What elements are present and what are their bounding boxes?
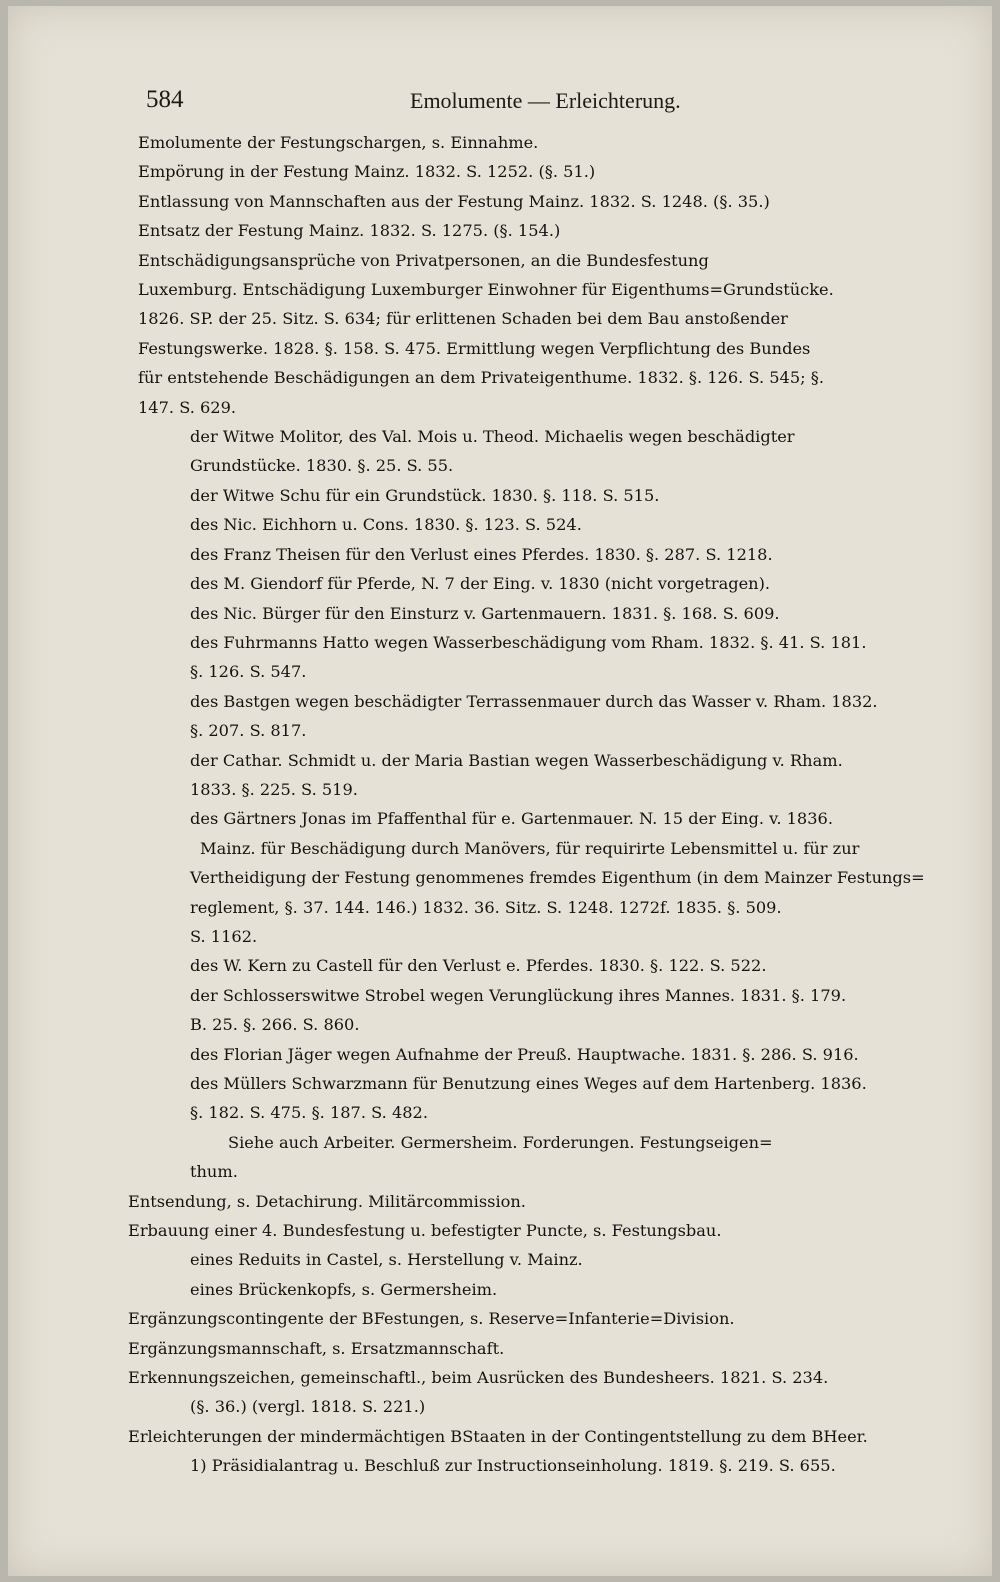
- index-line: der Witwe Molitor, des Val. Mois u. Theod. Michaelis wegen beschädigter: [190, 427, 795, 447]
- index-line: 1833. §. 225. S. 519.: [190, 779, 358, 799]
- index-line: B. 25. §. 266. S. 860.: [190, 1015, 360, 1035]
- index-line: eines Reduits in Castel, s. Herstellung v. Mainz.: [190, 1250, 583, 1270]
- index-line: für entstehende Beschädigungen an dem Privateigenthume. 1832. §. 126. S. 545; §.: [138, 368, 824, 388]
- running-title: Emolumente — Erleichterung.: [410, 88, 681, 113]
- index-line: (§. 36.) (vergl. 1818. S. 221.): [190, 1397, 426, 1417]
- index-line: des W. Kern zu Castell für den Verlust e. Pferdes. 1830. §. 122. S. 522.: [190, 956, 767, 976]
- index-line: Ergänzungscontingente der BFestungen, s. Reserve=Infanterie=Division.: [128, 1309, 735, 1329]
- index-line: §. 207. S. 817.: [190, 721, 307, 741]
- index-line: des Gärtners Jonas im Pfaffenthal für e. Gartenmauer. N. 15 der Eing. v. 1836.: [190, 809, 833, 829]
- see-also-line: Siehe auch Arbeiter. Germersheim. Forderungen. Festungseigen=: [228, 1132, 773, 1152]
- index-line: Empörung in der Festung Mainz. 1832. S. 1252. (§. 51.): [138, 162, 596, 182]
- index-line: der Schlosserswitwe Strobel wegen Verunglückung ihres Mannes. 1831. §. 179.: [190, 985, 847, 1005]
- index-line: Festungswerke. 1828. §. 158. S. 475. Ermittlung wegen Verpflichtung des Bundes: [138, 338, 811, 358]
- index-line: Mainz. für Beschädigung durch Manövers, für requirirte Lebensmittel u. für zur: [200, 838, 860, 858]
- see-also-line: thum.: [190, 1162, 238, 1182]
- index-line: der Cathar. Schmidt u. der Maria Bastian wegen Wasserbeschädigung v. Rham.: [190, 750, 843, 770]
- page-header: [146, 86, 706, 126]
- index-line: Emolumente der Festungschargen, s. Einnahme.: [138, 133, 539, 152]
- index-line: des Müllers Schwarzmann für Benutzung eines Weges auf dem Hartenberg. 1836.: [190, 1074, 867, 1093]
- index-line: Entsendung, s. Detachirung. Militärcommission.: [128, 1191, 526, 1211]
- index-line: 1826. SP. der 25. Sitz. S. 634; für erlittenen Schaden bei dem Bau anstoßender: [138, 309, 788, 329]
- index-line: eines Brückenkopfs, s. Germersheim.: [190, 1279, 498, 1299]
- index-line: 147. S. 629.: [138, 397, 237, 417]
- index-line: Vertheidigung der Festung genommenes fremdes Eigenthum (in dem Mainzer Festungs=: [190, 868, 925, 888]
- index-line: Entsatz der Festung Mainz. 1832. S. 1275. (§. 154.): [138, 221, 561, 241]
- index-line: Erkennungszeichen, gemeinschaftl., beim Ausrücken des Bundesheers. 1821. S. 234.: [128, 1368, 829, 1388]
- index-line: Entlassung von Mannschaften aus der Festung Mainz. 1832. S. 1248. (§. 35.): [138, 191, 770, 211]
- index-line: Entschädigungsansprüche von Privatpersonen, an die Bundesfestung: [138, 250, 709, 270]
- index-line: des Florian Jäger wegen Aufnahme der Preuß. Hauptwache. 1831. §. 286. S. 916.: [190, 1044, 859, 1064]
- index-line: des Nic. Bürger für den Einsturz v. Gartenmauern. 1831. §. 168. S. 609.: [190, 603, 780, 623]
- index-line: §. 182. S. 475. §. 187. S. 482.: [190, 1103, 428, 1123]
- index-entries: [128, 128, 938, 1481]
- index-line: S. 1162.: [190, 926, 258, 946]
- index-line: reglement, §. 37. 144. 146.) 1832. 36. Sitz. S. 1248. 1272f. 1835. §. 509.: [190, 897, 782, 917]
- index-line: der Witwe Schu für ein Grundstück. 1830. §. 118. S. 515.: [190, 485, 660, 505]
- index-line: Erleichterungen der mindermächtigen BStaaten in der Contingentstellung zu dem BHeer.: [128, 1426, 868, 1446]
- page-number: 584: [146, 86, 184, 113]
- index-line: Grundstücke. 1830. §. 25. S. 55.: [190, 456, 454, 476]
- index-line: Ergänzungsmannschaft, s. Ersatzmannschaft.: [128, 1338, 505, 1358]
- index-line: 1) Präsidialantrag u. Beschluß zur Instructionseinholung. 1819. §. 219. S. 655.: [190, 1456, 836, 1476]
- index-line: Luxemburg. Entschädigung Luxemburger Einwohner für Eigenthums=Grundstücke.: [138, 280, 834, 300]
- index-line: des Fuhrmanns Hatto wegen Wasserbeschädigung vom Rham. 1832. §. 41. S. 181.: [190, 632, 867, 652]
- index-line: §. 126. S. 547.: [190, 662, 307, 682]
- index-line: Erbauung einer 4. Bundesfestung u. befestigter Puncte, s. Festungsbau.: [128, 1221, 722, 1241]
- index-line: des Nic. Eichhorn u. Cons. 1830. §. 123. S. 524.: [190, 515, 582, 535]
- index-line: des M. Giendorf für Pferde, N. 7 der Eing. v. 1830 (nicht vorgetragen).: [190, 574, 771, 594]
- index-line: des Bastgen wegen beschädigter Terrassenmauer durch das Wasser v. Rham. 1832.: [190, 691, 878, 711]
- index-line: des Franz Theisen für den Verlust eines Pferdes. 1830. §. 287. S. 1218.: [190, 544, 773, 564]
